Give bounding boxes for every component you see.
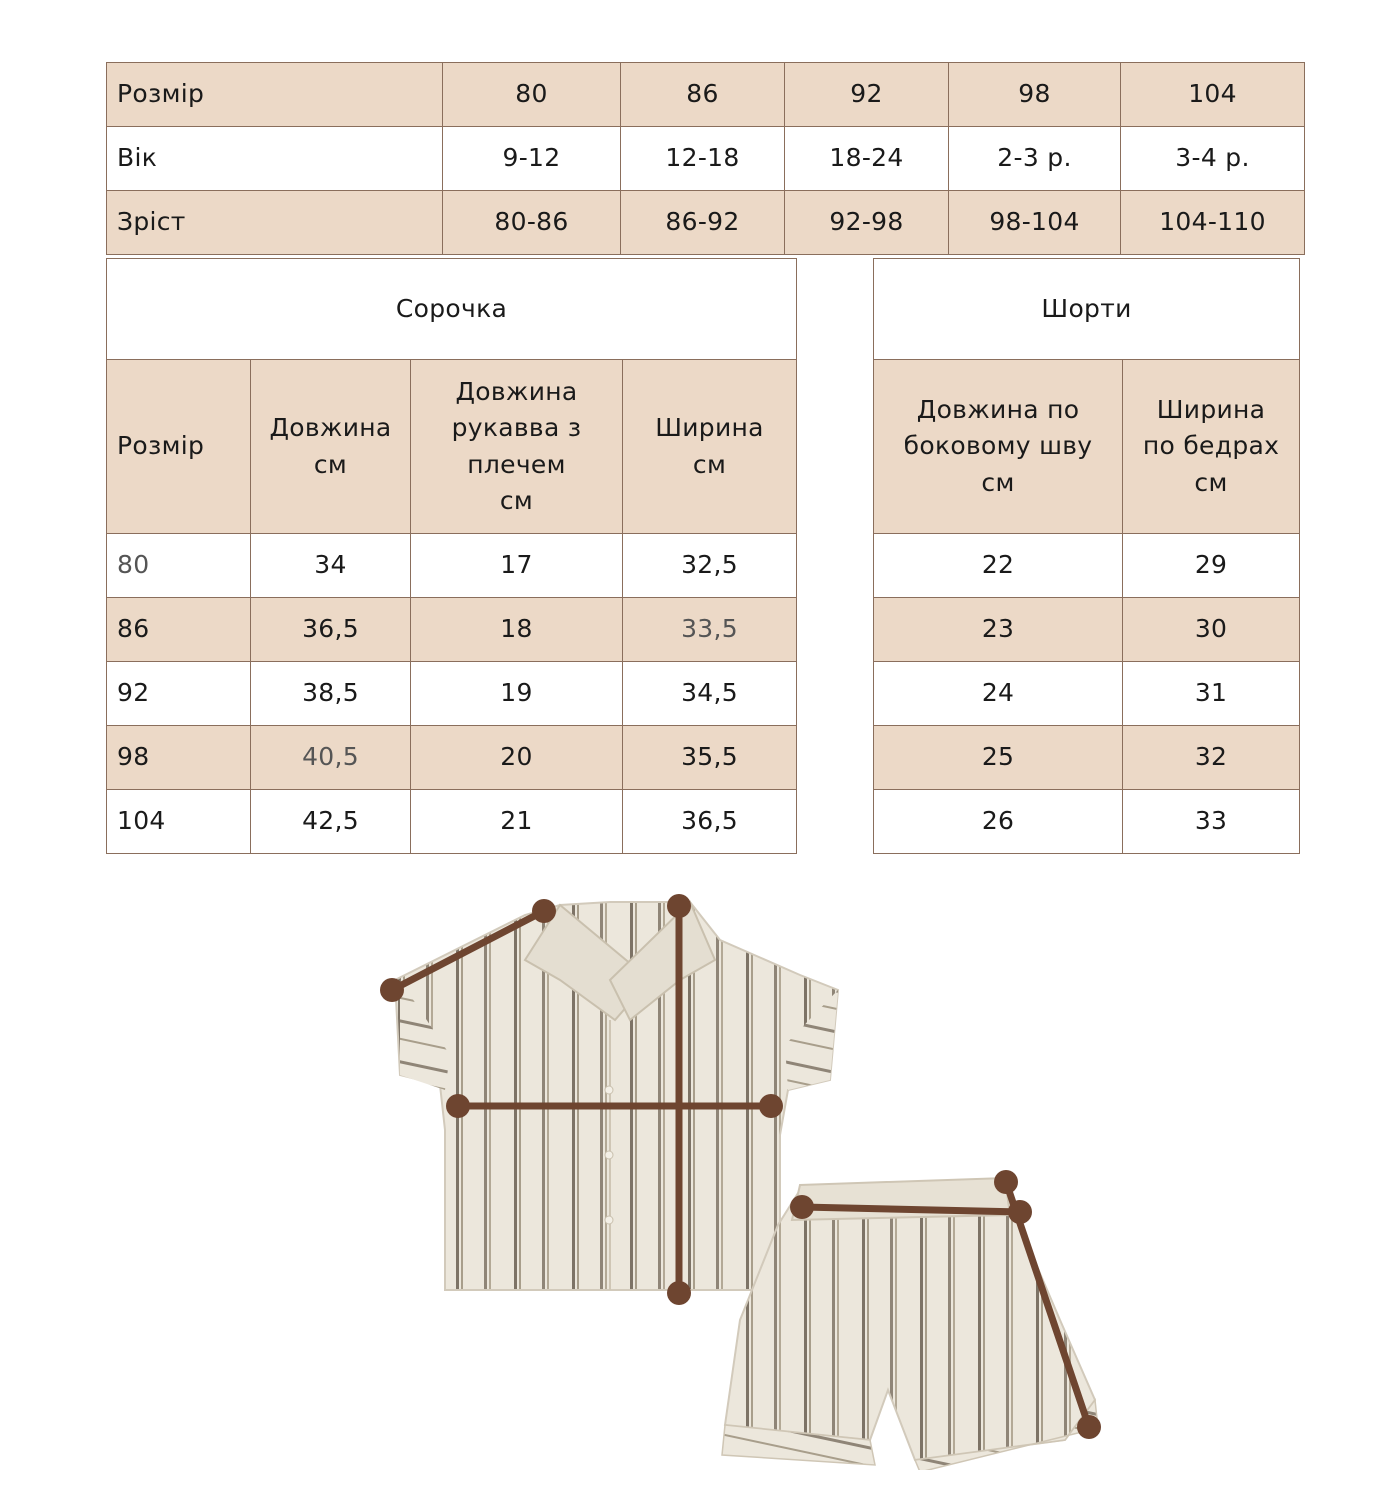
measure-point — [446, 1094, 470, 1118]
header-row — [107, 360, 1300, 534]
table-gap — [797, 790, 874, 854]
table-gap — [797, 662, 874, 726]
size-row — [107, 63, 1305, 127]
height-value: 92-98 — [785, 191, 949, 255]
header-shirt-length: Довжина см — [251, 360, 411, 534]
row-side-seam: 26 — [874, 790, 1123, 854]
row-shirt-length: 42,5 — [251, 790, 411, 854]
header-hip-width: Ширина по бедрах см — [1123, 360, 1300, 534]
height-value: 98-104 — [949, 191, 1121, 255]
header-side-seam-length: Довжина по боковому шву см — [874, 360, 1123, 534]
header-sleeve-length: Довжина рукавва з плечем см — [411, 360, 623, 534]
row-hip-width: 30 — [1123, 598, 1300, 662]
size-age-height-table — [106, 62, 1305, 255]
row-side-seam: 25 — [874, 726, 1123, 790]
size-value: 98 — [949, 63, 1121, 127]
row-shirt-length: 36,5 — [251, 598, 411, 662]
measure-point — [994, 1170, 1018, 1194]
header-shirt-width: Ширина см — [623, 360, 797, 534]
hip-width-measure-line — [802, 1207, 1020, 1212]
table-row — [107, 534, 1300, 598]
age-value: 9-12 — [443, 127, 621, 191]
row-hip-width: 32 — [1123, 726, 1300, 790]
shorts-title: Шорти — [874, 259, 1300, 360]
height-label: Зріст — [107, 191, 443, 255]
size-label: Розмір — [107, 63, 443, 127]
size-value: 80 — [443, 63, 621, 127]
row-shirt-width: 33,5 — [623, 598, 797, 662]
table-row — [107, 662, 1300, 726]
measure-point — [380, 978, 404, 1002]
row-shirt-length: 34 — [251, 534, 411, 598]
row-side-seam: 22 — [874, 534, 1123, 598]
table-gap — [797, 726, 874, 790]
row-size: 86 — [107, 598, 251, 662]
height-value: 80-86 — [443, 191, 621, 255]
table-gap — [797, 534, 874, 598]
measure-point — [1008, 1200, 1032, 1224]
table-gap — [797, 259, 874, 360]
garment-measurement-illustration — [360, 880, 1120, 1470]
age-value: 18-24 — [785, 127, 949, 191]
height-value: 104-110 — [1121, 191, 1305, 255]
row-shirt-length: 40,5 — [251, 726, 411, 790]
shirt-title: Сорочка — [107, 259, 797, 360]
section-title-row — [107, 259, 1300, 360]
age-value: 12-18 — [621, 127, 785, 191]
row-shirt-width: 35,5 — [623, 726, 797, 790]
row-size: 92 — [107, 662, 251, 726]
age-value: 2-3 р. — [949, 127, 1121, 191]
height-row — [107, 191, 1305, 255]
row-size: 98 — [107, 726, 251, 790]
age-label: Вік — [107, 127, 443, 191]
table-gap — [797, 360, 874, 534]
row-hip-width: 33 — [1123, 790, 1300, 854]
measure-point — [532, 899, 556, 923]
age-row — [107, 127, 1305, 191]
measure-point — [1077, 1415, 1101, 1439]
row-sleeve: 19 — [411, 662, 623, 726]
size-value: 104 — [1121, 63, 1305, 127]
header-size: Розмір — [107, 360, 251, 534]
table-row — [107, 726, 1300, 790]
table-gap — [797, 598, 874, 662]
row-shirt-width: 32,5 — [623, 534, 797, 598]
row-shirt-width: 36,5 — [623, 790, 797, 854]
measure-point — [667, 894, 691, 918]
row-shirt-length: 38,5 — [251, 662, 411, 726]
row-size: 104 — [107, 790, 251, 854]
row-hip-width: 29 — [1123, 534, 1300, 598]
measure-point — [667, 1281, 691, 1305]
measurements-table — [106, 258, 1300, 854]
measure-point — [759, 1094, 783, 1118]
row-shirt-width: 34,5 — [623, 662, 797, 726]
size-value: 86 — [621, 63, 785, 127]
table-row — [107, 598, 1300, 662]
row-sleeve: 20 — [411, 726, 623, 790]
measure-point — [790, 1195, 814, 1219]
table-row — [107, 790, 1300, 854]
row-hip-width: 31 — [1123, 662, 1300, 726]
row-sleeve: 17 — [411, 534, 623, 598]
height-value: 86-92 — [621, 191, 785, 255]
size-value: 92 — [785, 63, 949, 127]
row-size: 80 — [107, 534, 251, 598]
row-side-seam: 24 — [874, 662, 1123, 726]
row-sleeve: 18 — [411, 598, 623, 662]
row-side-seam: 23 — [874, 598, 1123, 662]
age-value: 3-4 р. — [1121, 127, 1305, 191]
row-sleeve: 21 — [411, 790, 623, 854]
